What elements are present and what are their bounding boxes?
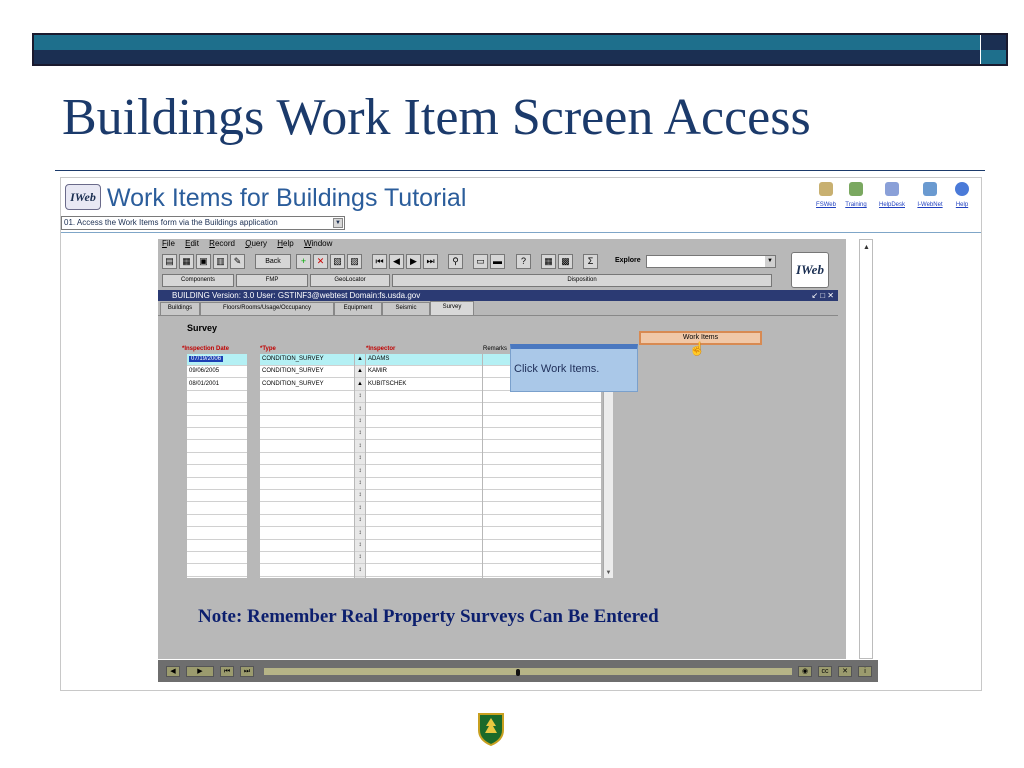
empty-cell[interactable] — [260, 416, 354, 428]
header-navy-stripe — [34, 50, 980, 64]
type-cell[interactable]: CONDITION_SURVEY — [260, 366, 354, 378]
hand-cursor-icon: ☝ — [689, 341, 706, 356]
empty-cell[interactable] — [483, 416, 601, 428]
iwebnet-icon — [923, 182, 937, 196]
empty-cell[interactable] — [483, 391, 601, 403]
chevron-down-icon: ▼ — [765, 256, 775, 267]
empty-cell[interactable] — [187, 528, 247, 540]
empty-cell[interactable] — [260, 391, 354, 403]
window-controls[interactable]: ↙ □ ✕ — [811, 291, 834, 300]
link-help[interactable]: Help — [945, 182, 979, 208]
link-training[interactable]: Training — [839, 182, 873, 208]
selected-date[interactable]: 07/19/2006 — [191, 356, 222, 362]
inspector-column-grid — [366, 354, 482, 578]
empty-cell[interactable] — [187, 540, 247, 552]
empty-cell[interactable] — [187, 391, 247, 403]
rewind-icon[interactable]: ◀ — [166, 666, 180, 677]
lov-button[interactable]: ▲ — [355, 379, 365, 391]
empty-cell[interactable] — [483, 515, 601, 527]
empty-cell[interactable] — [366, 478, 482, 490]
empty-cell[interactable] — [483, 428, 601, 440]
lov-button[interactable]: ↕ — [355, 391, 365, 403]
empty-cell[interactable] — [187, 416, 247, 428]
components-button[interactable]: Components — [162, 274, 234, 287]
empty-cell[interactable] — [366, 565, 482, 577]
empty-cell[interactable] — [483, 503, 601, 515]
inspector-cell[interactable]: KAMIR — [366, 366, 482, 378]
inspector-cell[interactable]: KUBITSCHEK — [366, 379, 482, 391]
instruction-callout: Click Work Items. — [510, 344, 638, 392]
work-items-button[interactable]: Work Items — [639, 331, 762, 345]
volume-icon[interactable]: ◉ — [798, 666, 812, 677]
empty-cell[interactable] — [260, 404, 354, 416]
tab-buildings[interactable]: Buildings — [160, 302, 200, 315]
tab-floors-rooms[interactable]: Floors/Rooms/Usage/Occupancy — [200, 302, 334, 315]
lov-button[interactable]: ↕ — [355, 404, 365, 416]
col-remarks: Remarks — [483, 346, 508, 352]
empty-cell[interactable] — [187, 453, 247, 465]
progress-track[interactable] — [264, 668, 792, 675]
type-cell[interactable]: CONDITION_SURVEY — [260, 354, 354, 366]
lov-button[interactable]: ▲ — [355, 354, 365, 366]
lov-button[interactable]: ↕ — [355, 441, 365, 453]
empty-cell[interactable] — [483, 565, 601, 577]
form-titlebar: BUILDING Version: 3.0 User: GSTINF3@webtest Domain:fs.usda.gov ↙ □ ✕ — [158, 290, 838, 301]
empty-cell[interactable] — [260, 490, 354, 502]
header-teal-stripe — [34, 35, 980, 50]
empty-cell[interactable] — [366, 528, 482, 540]
attach-icon[interactable]: ▥ — [213, 254, 228, 269]
sum-icon[interactable]: Σ — [583, 254, 598, 269]
empty-cell[interactable] — [483, 552, 601, 564]
lov-button[interactable]: ↕ — [355, 528, 365, 540]
type-cell[interactable]: CONDITION_SURVEY — [260, 379, 354, 391]
save-icon[interactable]: ▤ — [162, 254, 177, 269]
inspector-cell[interactable]: ADAMS — [366, 354, 482, 366]
lov-button[interactable]: ↕ — [355, 416, 365, 428]
empty-cell[interactable] — [366, 404, 482, 416]
lov-button[interactable]: ↕ — [355, 466, 365, 478]
empty-cell[interactable] — [187, 441, 247, 453]
play-icon[interactable]: ▶ — [186, 666, 214, 677]
back-button[interactable]: Back — [255, 254, 291, 269]
first-record-icon[interactable]: ⏮ — [372, 254, 387, 269]
buildings-app-window — [158, 239, 846, 659]
empty-cell[interactable] — [483, 466, 601, 478]
empty-cell[interactable] — [366, 466, 482, 478]
empty-cell[interactable] — [366, 503, 482, 515]
empty-cell[interactable] — [483, 441, 601, 453]
next-step-icon[interactable]: ⏭ — [240, 666, 254, 677]
empty-cell[interactable] — [260, 528, 354, 540]
explore-select[interactable] — [646, 255, 776, 268]
lov-button[interactable]: ↕ — [355, 540, 365, 552]
geolocator-button[interactable]: GeoLocator — [310, 274, 390, 287]
empty-cell[interactable] — [260, 466, 354, 478]
close-icon[interactable]: ✕ — [838, 666, 852, 677]
empty-cell[interactable] — [187, 404, 247, 416]
lov-button[interactable]: ↕ — [355, 552, 365, 564]
type-column-grid — [260, 354, 354, 578]
tab-equipment[interactable]: Equipment — [334, 302, 382, 315]
step-divider — [61, 232, 982, 233]
empty-cell[interactable] — [260, 478, 354, 490]
empty-cell[interactable] — [366, 552, 482, 564]
title-divider — [55, 170, 985, 171]
empty-cell[interactable] — [260, 515, 354, 527]
step-select[interactable]: 01. Access the Work Items form via the Buildings application ▼ — [61, 216, 345, 230]
menu-window[interactable]: Window — [303, 239, 333, 248]
printer-icon[interactable]: ▣ — [196, 254, 211, 269]
find-icon[interactable]: ⚲ — [448, 254, 463, 269]
lov-button[interactable]: ↕ — [355, 428, 365, 440]
next-record-icon[interactable]: ▶ — [406, 254, 421, 269]
clear-icon[interactable]: ▨ — [347, 254, 362, 269]
empty-cell[interactable] — [260, 503, 354, 515]
empty-cell[interactable] — [187, 515, 247, 527]
fsweb-icon — [819, 182, 833, 196]
empty-cell[interactable] — [187, 478, 247, 490]
slide-note: Note: Remember Real Property Surveys Can Be Entered — [198, 606, 659, 627]
header-corner-square-bottom — [981, 50, 1006, 64]
empty-cell[interactable] — [483, 490, 601, 502]
info-icon[interactable]: i — [858, 666, 872, 677]
grid-icon[interactable]: ▩ — [558, 254, 573, 269]
execute-query-icon[interactable]: ▬ — [490, 254, 505, 269]
iweb-logo: IWeb — [65, 184, 101, 210]
empty-cell[interactable] — [187, 552, 247, 564]
tab-seismic[interactable]: Seismic — [382, 302, 430, 315]
chevron-down-icon: ▼ — [333, 218, 343, 228]
empty-cell[interactable] — [366, 441, 482, 453]
link-fsweb[interactable]: FSWeb — [809, 182, 843, 208]
lov-button[interactable]: ↕ — [355, 478, 365, 490]
edit-icon[interactable]: ✎ — [230, 254, 245, 269]
progress-knob[interactable] — [516, 669, 520, 676]
empty-cell[interactable] — [260, 552, 354, 564]
empty-cell[interactable] — [187, 428, 247, 440]
duplicate-icon[interactable]: ▧ — [330, 254, 345, 269]
link-helpdesk[interactable]: HelpDesk — [875, 182, 909, 208]
empty-cell[interactable] — [187, 490, 247, 502]
tab-survey[interactable]: Survey — [430, 301, 474, 315]
date-column-grid — [187, 354, 247, 578]
empty-cell[interactable] — [187, 466, 247, 478]
empty-cell[interactable] — [366, 416, 482, 428]
disposition-button[interactable]: Disposition — [392, 274, 772, 287]
lov-button[interactable]: ▲ — [355, 366, 365, 378]
col-type: *Type — [260, 346, 276, 352]
empty-cell[interactable] — [483, 528, 601, 540]
prev-record-icon[interactable]: ◀ — [389, 254, 404, 269]
scroll-up-icon[interactable]: ▲ — [863, 244, 870, 251]
help-icon — [955, 182, 969, 196]
tutorial-title: Work Items for Buildings Tutorial — [107, 184, 467, 212]
empty-cell[interactable] — [366, 453, 482, 465]
nav-buttons — [158, 273, 846, 289]
empty-cell[interactable] — [483, 453, 601, 465]
toolbar — [158, 252, 846, 272]
tutorial-links — [809, 182, 979, 214]
helpdesk-icon — [885, 182, 899, 196]
empty-cell[interactable] — [483, 404, 601, 416]
forest-service-shield-icon — [477, 712, 505, 746]
empty-cell[interactable] — [187, 565, 247, 577]
prev-step-icon[interactable]: ⏮ — [220, 666, 234, 677]
empty-cell[interactable] — [483, 478, 601, 490]
empty-cell[interactable] — [260, 565, 354, 577]
lov-button[interactable]: ↕ — [355, 490, 365, 502]
header-corner-square-top — [981, 35, 1006, 50]
query-icon[interactable]: ▭ — [473, 254, 488, 269]
empty-cell[interactable] — [260, 540, 354, 552]
last-record-icon[interactable]: ⏭ — [423, 254, 438, 269]
delete-record-icon[interactable]: ✕ — [313, 254, 328, 269]
empty-cell[interactable] — [366, 428, 482, 440]
empty-cell[interactable] — [366, 540, 482, 552]
empty-cell[interactable] — [260, 428, 354, 440]
insert-record-icon[interactable]: + — [296, 254, 311, 269]
menu-bar — [158, 239, 846, 251]
playback-bar — [158, 660, 878, 682]
col-inspector: *Inspector — [366, 346, 396, 352]
empty-cell[interactable] — [366, 515, 482, 527]
date-cell[interactable]: 09/06/2005 — [187, 366, 247, 378]
fmp-button[interactable]: FMP — [236, 274, 308, 287]
scroll-down-icon[interactable]: ▼ — [605, 570, 612, 576]
app-scrollbar[interactable] — [859, 239, 873, 659]
training-icon — [849, 182, 863, 196]
empty-cell[interactable] — [483, 540, 601, 552]
slide-header-bar — [32, 33, 1008, 66]
menu-help[interactable]: Help — [277, 239, 294, 248]
empty-cell[interactable] — [187, 503, 247, 515]
lov-button[interactable]: ↕ — [355, 565, 365, 577]
menu-record[interactable]: Record — [209, 239, 235, 248]
menu-file[interactable]: File — [162, 239, 175, 248]
empty-cell[interactable] — [260, 453, 354, 465]
section-title: Survey — [187, 323, 218, 333]
help-question-icon[interactable]: ? — [516, 254, 531, 269]
empty-cell[interactable] — [366, 490, 482, 502]
lov-button[interactable]: ↕ — [355, 503, 365, 515]
date-cell[interactable]: 08/01/2001 — [187, 379, 247, 391]
col-inspection-date: *Inspection Date — [182, 346, 230, 352]
slide-title: Buildings Work Item Screen Access — [62, 89, 811, 146]
calendar-icon[interactable]: ▦ — [541, 254, 556, 269]
print-icon[interactable]: ▦ — [179, 254, 194, 269]
explore-label: Explore — [615, 257, 641, 264]
empty-cell[interactable] — [260, 441, 354, 453]
date-cell[interactable] — [187, 354, 247, 366]
menu-edit[interactable]: Edit — [185, 239, 199, 248]
iweb-app-logo: IWeb — [791, 252, 829, 288]
empty-cell[interactable] — [366, 391, 482, 403]
menu-query[interactable]: Query — [245, 239, 267, 248]
captions-icon[interactable]: cc — [818, 666, 832, 677]
link-iwebnet[interactable]: I-WebNet — [913, 182, 947, 208]
lov-column — [355, 354, 365, 578]
lov-button[interactable]: ↕ — [355, 453, 365, 465]
tutorial-screenshot — [60, 177, 982, 691]
lov-button[interactable]: ↕ — [355, 515, 365, 527]
